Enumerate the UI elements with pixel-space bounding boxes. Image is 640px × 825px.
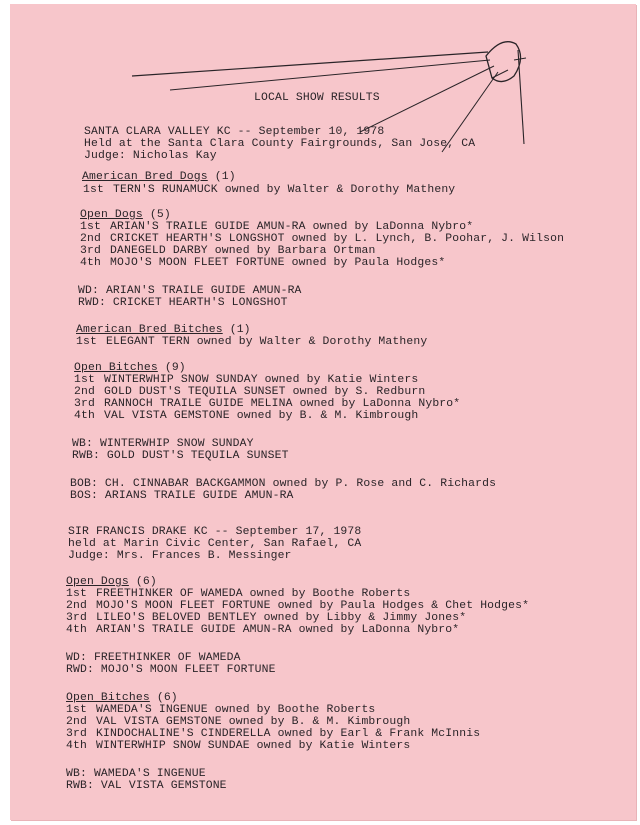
placing-row: 1st TERN'S RUNAMUCK owned by Walter & Dorothy Matheny [83,184,456,196]
best-of-opposite-sex: BOS: ARIANS TRAILE GUIDE AMUN-RA [70,490,294,502]
placing-row: 1st WAMEDA'S INGENUE owned by Boothe Roberts [66,704,376,716]
class-heading: Open Bitches (9) [74,362,186,374]
winners-bitch: WB: WAMEDA'S INGENUE [66,768,206,780]
placing-row: 2nd MOJO'S MOON FLEET FORTUNE owned by Paula Hodges & Chet Hodges* [66,600,530,612]
placing-row: 4th MOJO'S MOON FLEET FORTUNE owned by Paula Hodges* [80,257,446,269]
show-location: Held at the Santa Clara County Fairgrounds, San Jose, CA [84,138,476,150]
placing-row: 2nd GOLD DUST'S TEQUILA SUNSET owned by S. Redburn [74,386,426,398]
show-judge: Judge: Nicholas Kay [84,150,217,162]
show-judge: Judge: Mrs. Frances B. Messinger [68,550,292,562]
results-sheet [10,4,636,820]
show-location: held at Marin Civic Center, San Rafael, CA [68,538,362,550]
placing-row: 2nd VAL VISTA GEMSTONE owned by B. & M. Kimbrough [66,716,411,728]
placing-row: 3rd DANEGELD DARBY owned by Barbara Ortman [80,245,376,257]
placing-row: 1st FREETHINKER OF WAMEDA owned by Boothe Roberts [66,588,411,600]
page-title: LOCAL SHOW RESULTS [254,92,380,104]
winners-dog: WD: FREETHINKER OF WAMEDA [66,652,241,664]
reserve-winners-bitch: RWB: VAL VISTA GEMSTONE [66,780,227,792]
class-heading: Open Dogs (5) [80,209,171,221]
placing-row: 4th WINTERWHIP SNOW SUNDAE owned by Katie Winters [66,740,411,752]
class-heading: Open Bitches (6) [66,692,178,704]
class-heading: Open Dogs (6) [66,576,157,588]
placing-row: 3rd RANNOCH TRAILE GUIDE MELINA owned by LaDonna Nybro* [74,398,461,410]
placing-row: 2nd CRICKET HEARTH'S LONGSHOT owned by L. Lynch, B. Poohar, J. Wilson [80,233,565,245]
placing-row: 4th VAL VISTA GEMSTONE owned by B. & M. Kimbrough [74,410,419,422]
reserve-winners-dog: RWD: CRICKET HEARTH'S LONGSHOT [78,297,288,309]
reserve-winners-dog: RWD: MOJO'S MOON FLEET FORTUNE [66,664,276,676]
placing-row: 3rd KINDOCHALINE'S CINDERELLA owned by Earl & Frank McInnis [66,728,481,740]
winners-bitch: WB: WINTERWHIP SNOW SUNDAY [72,438,254,450]
best-of-breed: BOB: CH. CINNABAR BACKGAMMON owned by P. Rose and C. Richards [70,478,497,490]
show-header: SANTA CLARA VALLEY KC -- September 10, 1978 [84,126,385,138]
class-heading: American Bred Dogs (1) [82,171,236,183]
placing-row: 4th ARIAN'S TRAILE GUIDE AMUN-RA owned by LaDonna Nybro* [66,624,460,636]
placing-row: 1st ARIAN'S TRAILE GUIDE AMUN-RA owned by LaDonna Nybro* [80,221,474,233]
placing-row: 3rd LILEO'S BELOVED BENTLEY owned by Libby & Jimmy Jones* [66,612,467,624]
class-heading: American Bred Bitches (1) [76,324,251,336]
reserve-winners-bitch: RWB: GOLD DUST'S TEQUILA SUNSET [72,450,289,462]
winners-dog: WD: ARIAN'S TRAILE GUIDE AMUN-RA [78,285,302,297]
placing-row: 1st WINTERWHIP SNOW SUNDAY owned by Katie Winters [74,374,419,386]
placing-row: 1st ELEGANT TERN owned by Walter & Dorothy Matheny [76,336,428,348]
show-header: SIR FRANCIS DRAKE KC -- September 17, 1978 [68,526,362,538]
